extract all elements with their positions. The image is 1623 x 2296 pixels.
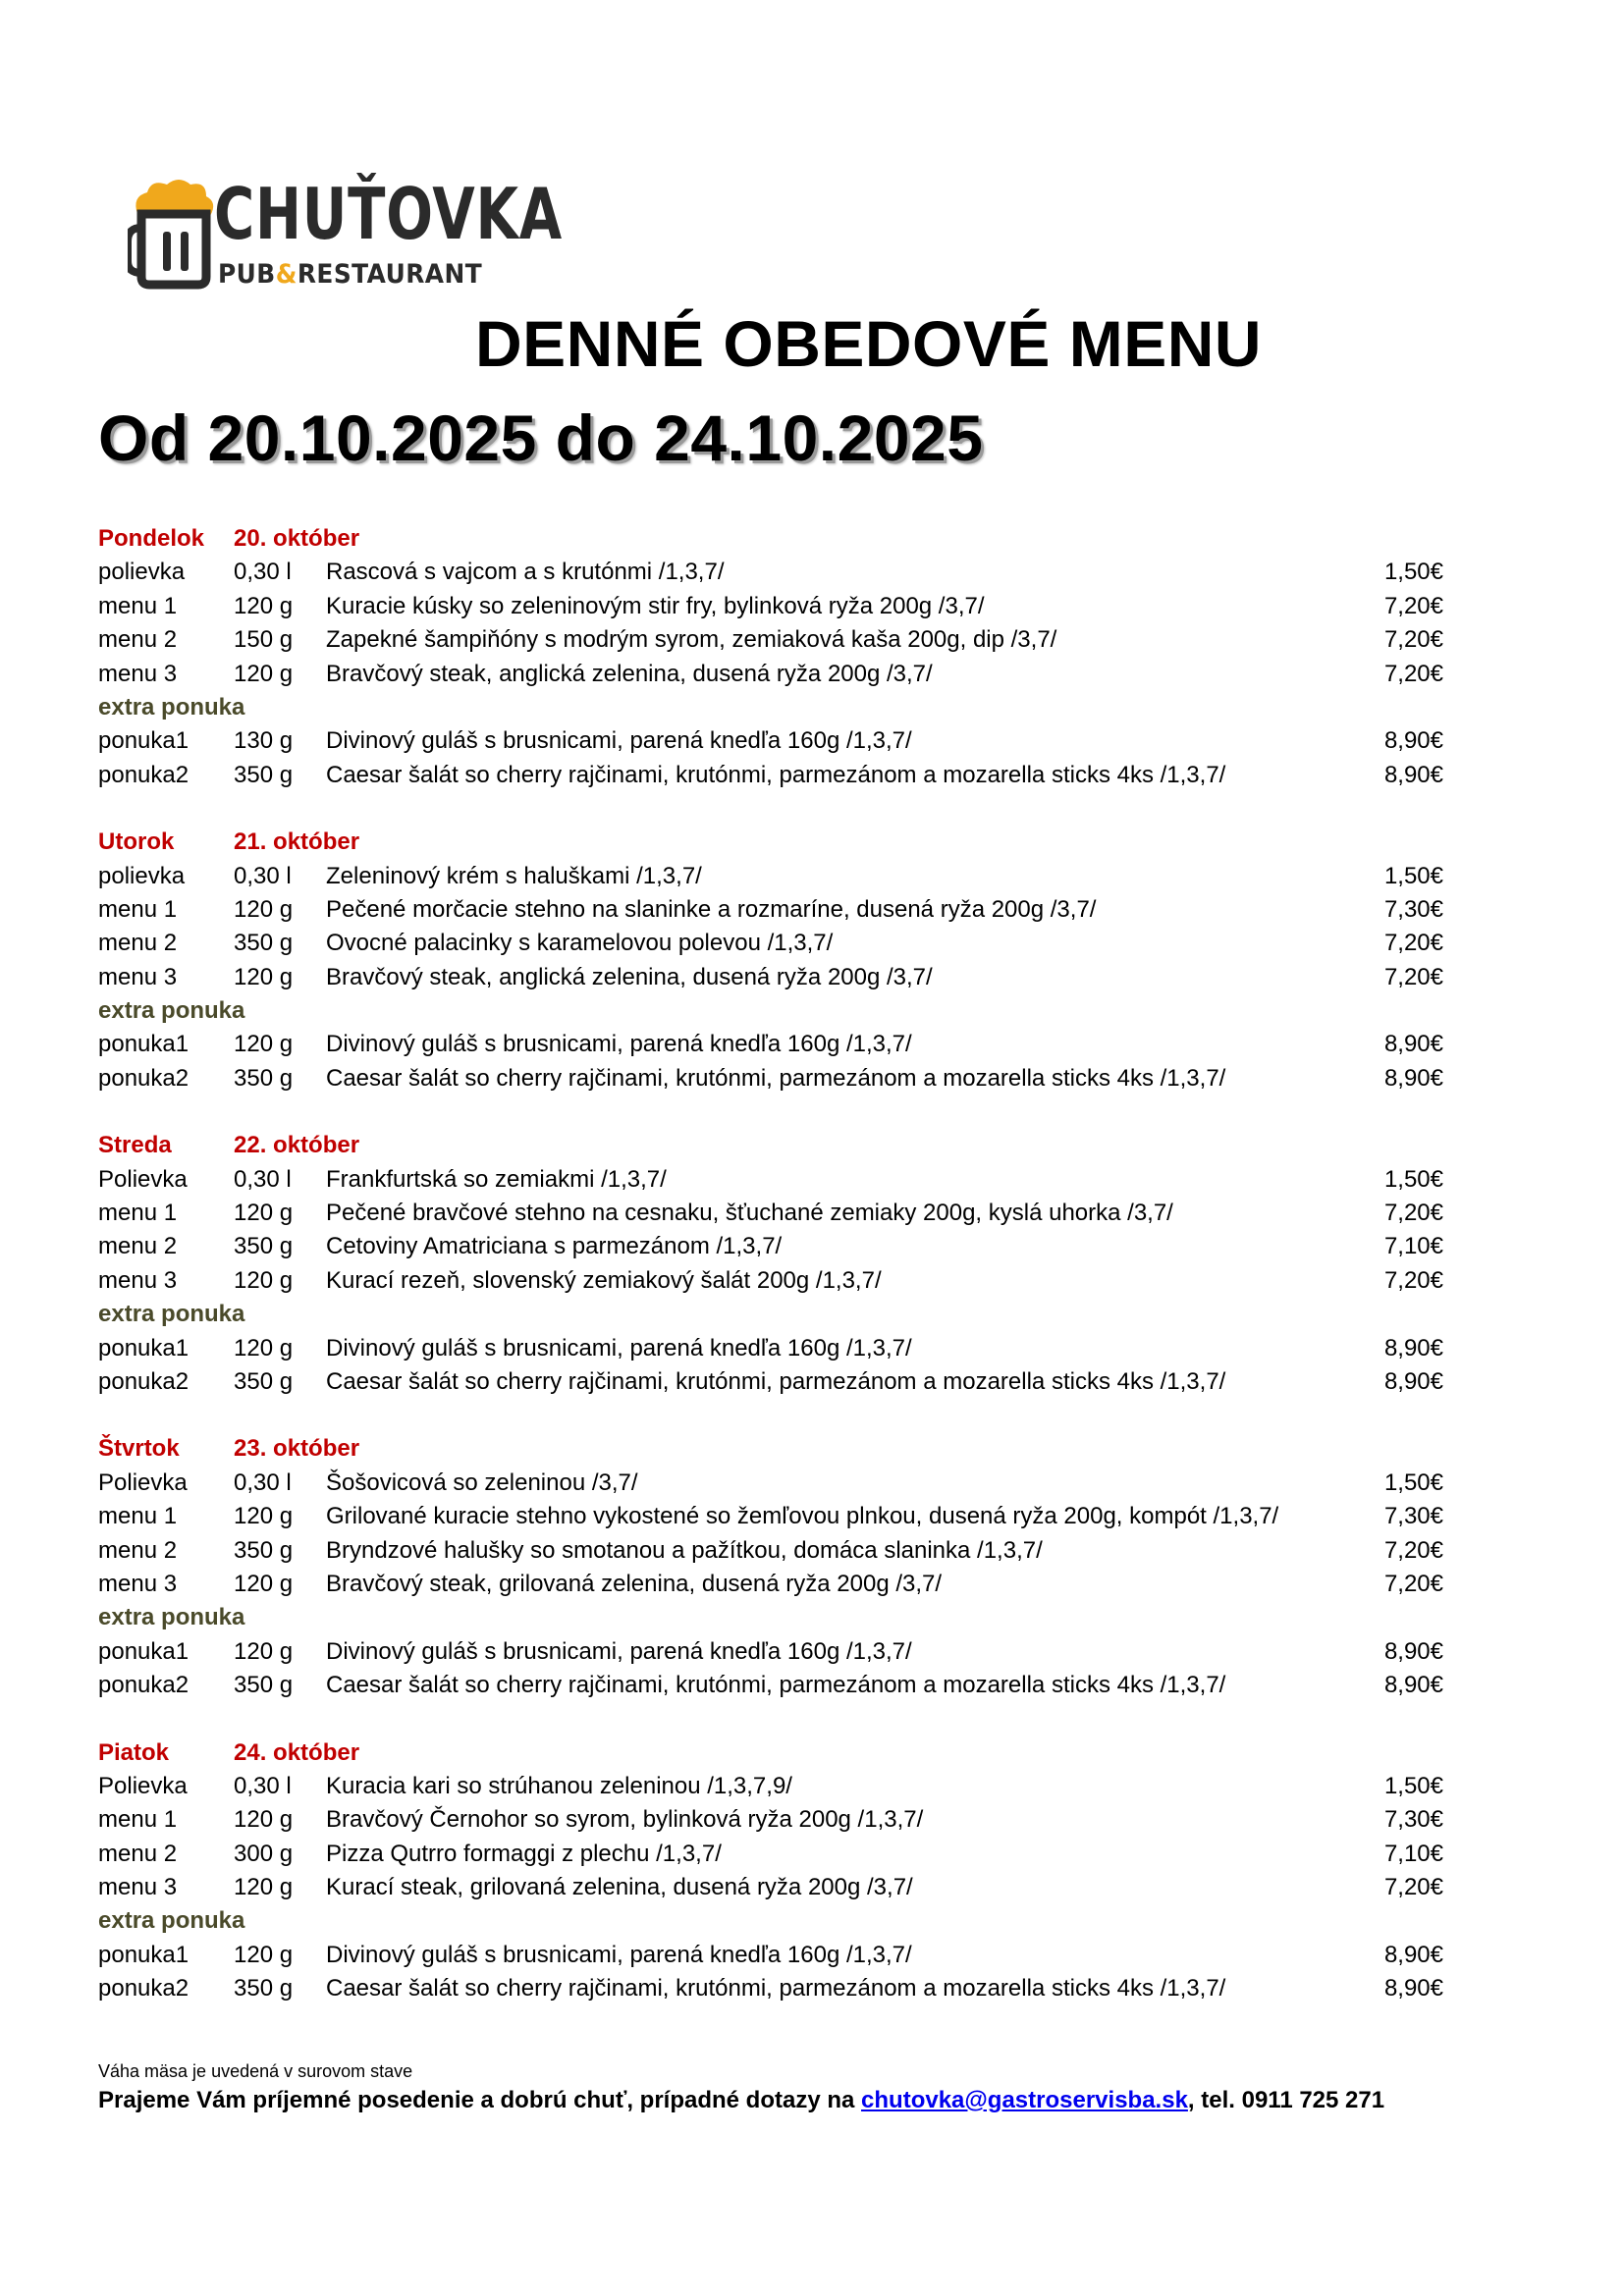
item-price: 8,90€: [1383, 761, 1443, 788]
day-name: Utorok: [98, 828, 175, 856]
item-price: 7,10€: [1383, 1840, 1443, 1867]
menu-row: [98, 1838, 1473, 1871]
day-date: 22. október: [234, 1132, 360, 1159]
item-desc: Caesar šalát so cherry rajčinami, krutónmi, parmezánom a mozarella sticks 4ks /1,3,7/: [326, 1672, 1226, 1699]
item-qty: 120 g: [234, 1570, 294, 1597]
menu-row: [98, 1871, 1473, 1904]
menu-row: [98, 658, 1473, 691]
item-qty: 350 g: [234, 1233, 294, 1260]
footer-contact: [98, 2087, 1384, 2114]
extra-row: [98, 759, 1473, 792]
day-name: Piatok: [98, 1738, 170, 1766]
item-type: menu 3: [98, 660, 178, 687]
item-desc: Šošovicová so zeleninou /3,7/: [326, 1468, 638, 1496]
extra-offer-label: [98, 1904, 1473, 1938]
item-qty: 0,30 l: [234, 1772, 292, 1799]
item-type: menu 1: [98, 895, 178, 923]
item-desc: Bravčový Černohor so syrom, bylinková ryža 200g /1,3,7/: [326, 1806, 924, 1834]
item-price: 7,20€: [1383, 1266, 1443, 1294]
brand-name: CHUŤOVKA: [214, 173, 564, 255]
item-desc: Divinový guláš s brusnicami, parená knedľa 160g /1,3,7/: [326, 1637, 912, 1665]
menu-row: [98, 1467, 1473, 1500]
item-type: Polievka: [98, 1165, 188, 1193]
footer-text-before: Prajeme Vám príjemné posedenie a dobrú chuť, prípadné dotazy na: [98, 2087, 862, 2113]
item-price: 8,90€: [1383, 1975, 1443, 2002]
item-desc: Pečené morčacie stehno na slaninke a rozmaríne, dusená ryža 200g /3,7/: [326, 895, 1097, 923]
item-price: 7,20€: [1383, 592, 1443, 619]
item-qty: 120 g: [234, 963, 294, 990]
item-desc: Divinový guláš s brusnicami, parená knedľa 160g /1,3,7/: [326, 727, 912, 755]
extra-row: [98, 1669, 1473, 1702]
menu-row: [98, 860, 1473, 893]
extra-offer-label: [98, 691, 1473, 724]
day-header: [98, 1432, 1473, 1466]
item-price: 7,20€: [1383, 963, 1443, 990]
item-type: ponuka1: [98, 1334, 189, 1362]
menu-row: [98, 1230, 1473, 1263]
item-price: 8,90€: [1383, 727, 1443, 755]
item-qty: 120 g: [234, 660, 294, 687]
item-desc: Kuracia kari so strúhanou zeleninou /1,3,7,9/: [326, 1772, 792, 1799]
item-qty: 120 g: [234, 895, 294, 923]
item-desc: Kurací steak, grilovaná zelenina, dusená ryža 200g /3,7/: [326, 1874, 913, 1901]
item-desc: Bravčový steak, anglická zelenina, dusená ryža 200g /3,7/: [326, 963, 933, 990]
extra-row: [98, 1939, 1473, 1972]
brand-sub-amp: &: [275, 259, 298, 290]
item-price: 8,90€: [1383, 1672, 1443, 1699]
menu-row: [98, 590, 1473, 623]
menu-row: [98, 1163, 1473, 1197]
meat-weight-note: Váha mäsa je uvedená v surovom stave: [98, 2061, 413, 2081]
brand-sub-left: PUB: [218, 259, 276, 290]
item-qty: 150 g: [234, 626, 294, 654]
item-desc: Rascová s vajcom a s krutónmi /1,3,7/: [326, 559, 725, 586]
item-desc: Bravčový steak, grilovaná zelenina, dusená ryža 200g /3,7/: [326, 1570, 943, 1597]
extra-label-text: extra ponuka: [98, 1604, 245, 1631]
item-type: menu 2: [98, 1536, 178, 1564]
item-type: polievka: [98, 559, 186, 586]
item-desc: Divinový guláš s brusnicami, parená knedľa 160g /1,3,7/: [326, 1941, 912, 1968]
item-price: 7,30€: [1383, 895, 1443, 923]
item-price: 7,20€: [1383, 930, 1443, 957]
item-desc: Caesar šalát so cherry rajčinami, krutónmi, parmezánom a mozarella sticks 4ks /1,3,7/: [326, 1367, 1226, 1395]
item-type: menu 3: [98, 963, 178, 990]
day-date: 23. október: [234, 1435, 360, 1463]
item-price: 7,20€: [1383, 1570, 1443, 1597]
item-qty: 0,30 l: [234, 862, 292, 889]
day-header: [98, 1129, 1473, 1162]
extra-row: [98, 1365, 1473, 1399]
menu-row: [98, 1770, 1473, 1803]
item-type: ponuka1: [98, 727, 189, 755]
day-date: 20. október: [234, 525, 360, 552]
day-section-piatok: [98, 1736, 1473, 2006]
item-type: menu 1: [98, 1806, 178, 1834]
item-desc: Zeleninový krém s haluškami /1,3,7/: [326, 862, 702, 889]
item-qty: 120 g: [234, 592, 294, 619]
item-price: 7,20€: [1383, 660, 1443, 687]
extra-label-text: extra ponuka: [98, 1907, 245, 1935]
item-qty: 350 g: [234, 1672, 294, 1699]
item-qty: 350 g: [234, 1064, 294, 1092]
item-price: 7,30€: [1383, 1503, 1443, 1530]
item-qty: 0,30 l: [234, 1468, 292, 1496]
item-price: 1,50€: [1383, 1772, 1443, 1799]
item-type: menu 1: [98, 1503, 178, 1530]
item-type: ponuka2: [98, 1672, 189, 1699]
item-price: 1,50€: [1383, 1165, 1443, 1193]
brand-subtitle: [218, 259, 482, 290]
extra-label-text: extra ponuka: [98, 1301, 245, 1328]
extra-offer-label: [98, 1298, 1473, 1331]
item-type: menu 2: [98, 1840, 178, 1867]
item-price: 1,50€: [1383, 1468, 1443, 1496]
item-qty: 120 g: [234, 1806, 294, 1834]
day-section-stvrtok: [98, 1432, 1473, 1702]
menu-row: [98, 556, 1473, 589]
item-desc: Caesar šalát so cherry rajčinami, krutónmi, parmezánom a mozarella sticks 4ks /1,3,7/: [326, 1064, 1226, 1092]
brand-sub-right: RESTAURANT: [297, 259, 483, 290]
extra-label-text: extra ponuka: [98, 997, 245, 1025]
extra-row: [98, 1972, 1473, 2005]
item-desc: Caesar šalát so cherry rajčinami, krutónmi, parmezánom a mozarella sticks 4ks /1,3,7/: [326, 761, 1226, 788]
menu-row: [98, 1568, 1473, 1601]
item-type: menu 2: [98, 626, 178, 654]
footer-text-after: , tel. 0911 725 271: [1187, 2087, 1385, 2113]
day-section-utorok: [98, 826, 1473, 1095]
item-type: Polievka: [98, 1468, 188, 1496]
item-qty: 120 g: [234, 1334, 294, 1362]
item-desc: Pečené bravčové stehno na cesnaku, šťuchané zemiaky 200g, kyslá uhorka /3,7/: [326, 1200, 1173, 1227]
menu-row: [98, 893, 1473, 927]
item-price: 7,20€: [1383, 1200, 1443, 1227]
item-qty: 120 g: [234, 1503, 294, 1530]
day-name: Štvrtok: [98, 1435, 180, 1463]
item-price: 7,10€: [1383, 1233, 1443, 1260]
extra-label-text: extra ponuka: [98, 693, 245, 721]
item-price: 8,90€: [1383, 1637, 1443, 1665]
item-qty: 350 g: [234, 1367, 294, 1395]
item-type: ponuka2: [98, 761, 189, 788]
item-type: ponuka2: [98, 1367, 189, 1395]
page-title: DENNÉ OBEDOVÉ MENU: [475, 307, 1263, 380]
item-desc: Grilované kuracie stehno vykostené so žemľovou plnkou, dusená ryža 200g, kompót /1,3,7/: [326, 1503, 1279, 1530]
menu-row: [98, 1264, 1473, 1298]
item-type: menu 1: [98, 592, 178, 619]
item-qty: 120 g: [234, 1200, 294, 1227]
item-desc: Bravčový steak, anglická zelenina, dusená ryža 200g /3,7/: [326, 660, 933, 687]
day-date: 24. október: [234, 1738, 360, 1766]
menu-row: [98, 1500, 1473, 1533]
menu-row: [98, 1803, 1473, 1837]
menu-row: [98, 1197, 1473, 1230]
item-qty: 0,30 l: [234, 559, 292, 586]
menu-row: [98, 927, 1473, 960]
item-price: 1,50€: [1383, 862, 1443, 889]
extra-row: [98, 1635, 1473, 1669]
item-price: 7,20€: [1383, 1536, 1443, 1564]
item-type: ponuka2: [98, 1064, 189, 1092]
extra-offer-label: [98, 994, 1473, 1028]
extra-offer-label: [98, 1601, 1473, 1634]
day-name: Pondelok: [98, 525, 205, 552]
item-price: 8,90€: [1383, 1064, 1443, 1092]
item-desc: Divinový guláš s brusnicami, parená knedľa 160g /1,3,7/: [326, 1031, 912, 1058]
day-name: Streda: [98, 1132, 172, 1159]
item-price: 8,90€: [1383, 1334, 1443, 1362]
item-type: polievka: [98, 862, 186, 889]
extra-row: [98, 1028, 1473, 1061]
day-section-streda: [98, 1129, 1473, 1399]
item-qty: 120 g: [234, 1637, 294, 1665]
email-link[interactable]: chutovka@gastroservisba.sk: [861, 2087, 1188, 2113]
item-desc: Zapekné šampiňóny s modrým syrom, zemiaková kaša 200g, dip /3,7/: [326, 626, 1057, 654]
menu-row: [98, 1534, 1473, 1568]
item-desc: Kuracie kúsky so zeleninovým stir fry, bylinková ryža 200g /3,7/: [326, 592, 985, 619]
item-qty: 120 g: [234, 1031, 294, 1058]
item-desc: Divinový guláš s brusnicami, parená knedľa 160g /1,3,7/: [326, 1334, 912, 1362]
item-qty: 350 g: [234, 930, 294, 957]
item-type: ponuka2: [98, 1975, 189, 2002]
item-type: ponuka1: [98, 1031, 189, 1058]
item-type: menu 2: [98, 1233, 178, 1260]
item-type: menu 3: [98, 1874, 178, 1901]
item-qty: 120 g: [234, 1874, 294, 1901]
weekly-menu: [98, 522, 1473, 2040]
item-desc: Frankfurtská so zemiakmi /1,3,7/: [326, 1165, 667, 1193]
day-header: [98, 1736, 1473, 1770]
menu-row: [98, 623, 1473, 657]
item-price: 7,20€: [1383, 1874, 1443, 1901]
day-header: [98, 826, 1473, 859]
item-qty: 350 g: [234, 1975, 294, 2002]
item-qty: 0,30 l: [234, 1165, 292, 1193]
item-qty: 350 g: [234, 1536, 294, 1564]
date-range: Od 20.10.2025 do 24.10.2025: [98, 401, 984, 474]
item-price: 7,30€: [1383, 1806, 1443, 1834]
item-qty: 120 g: [234, 1266, 294, 1294]
item-type: menu 1: [98, 1200, 178, 1227]
item-desc: Caesar šalát so cherry rajčinami, krutónmi, parmezánom a mozarella sticks 4ks /1,3,7/: [326, 1975, 1226, 2002]
item-price: 8,90€: [1383, 1367, 1443, 1395]
item-qty: 300 g: [234, 1840, 294, 1867]
item-desc: Ovocné palacinky s karamelovou polevou /1,3,7/: [326, 930, 834, 957]
menu-row: [98, 961, 1473, 994]
item-desc: Pizza Qutrro formaggi z plechu /1,3,7/: [326, 1840, 722, 1867]
item-price: 8,90€: [1383, 1031, 1443, 1058]
item-desc: Bryndzové halušky so smotanou a pažítkou, domáca slaninka /1,3,7/: [326, 1536, 1043, 1564]
extra-row: [98, 1332, 1473, 1365]
item-type: menu 3: [98, 1570, 178, 1597]
extra-row: [98, 1062, 1473, 1095]
extra-row: [98, 724, 1473, 758]
item-type: ponuka1: [98, 1941, 189, 1968]
item-qty: 120 g: [234, 1941, 294, 1968]
day-date: 21. október: [234, 828, 360, 856]
day-header: [98, 522, 1473, 556]
item-type: menu 2: [98, 930, 178, 957]
item-type: ponuka1: [98, 1637, 189, 1665]
item-type: menu 3: [98, 1266, 178, 1294]
item-price: 7,20€: [1383, 626, 1443, 654]
day-section-pondelok: [98, 522, 1473, 792]
item-desc: Cetoviny Amatriciana s parmezánom /1,3,7/: [326, 1233, 783, 1260]
item-qty: 350 g: [234, 761, 294, 788]
item-desc: Kurací rezeň, slovenský zemiakový šalát 200g /1,3,7/: [326, 1266, 882, 1294]
item-price: 8,90€: [1383, 1941, 1443, 1968]
item-qty: 130 g: [234, 727, 294, 755]
item-type: Polievka: [98, 1772, 188, 1799]
item-price: 1,50€: [1383, 559, 1443, 586]
